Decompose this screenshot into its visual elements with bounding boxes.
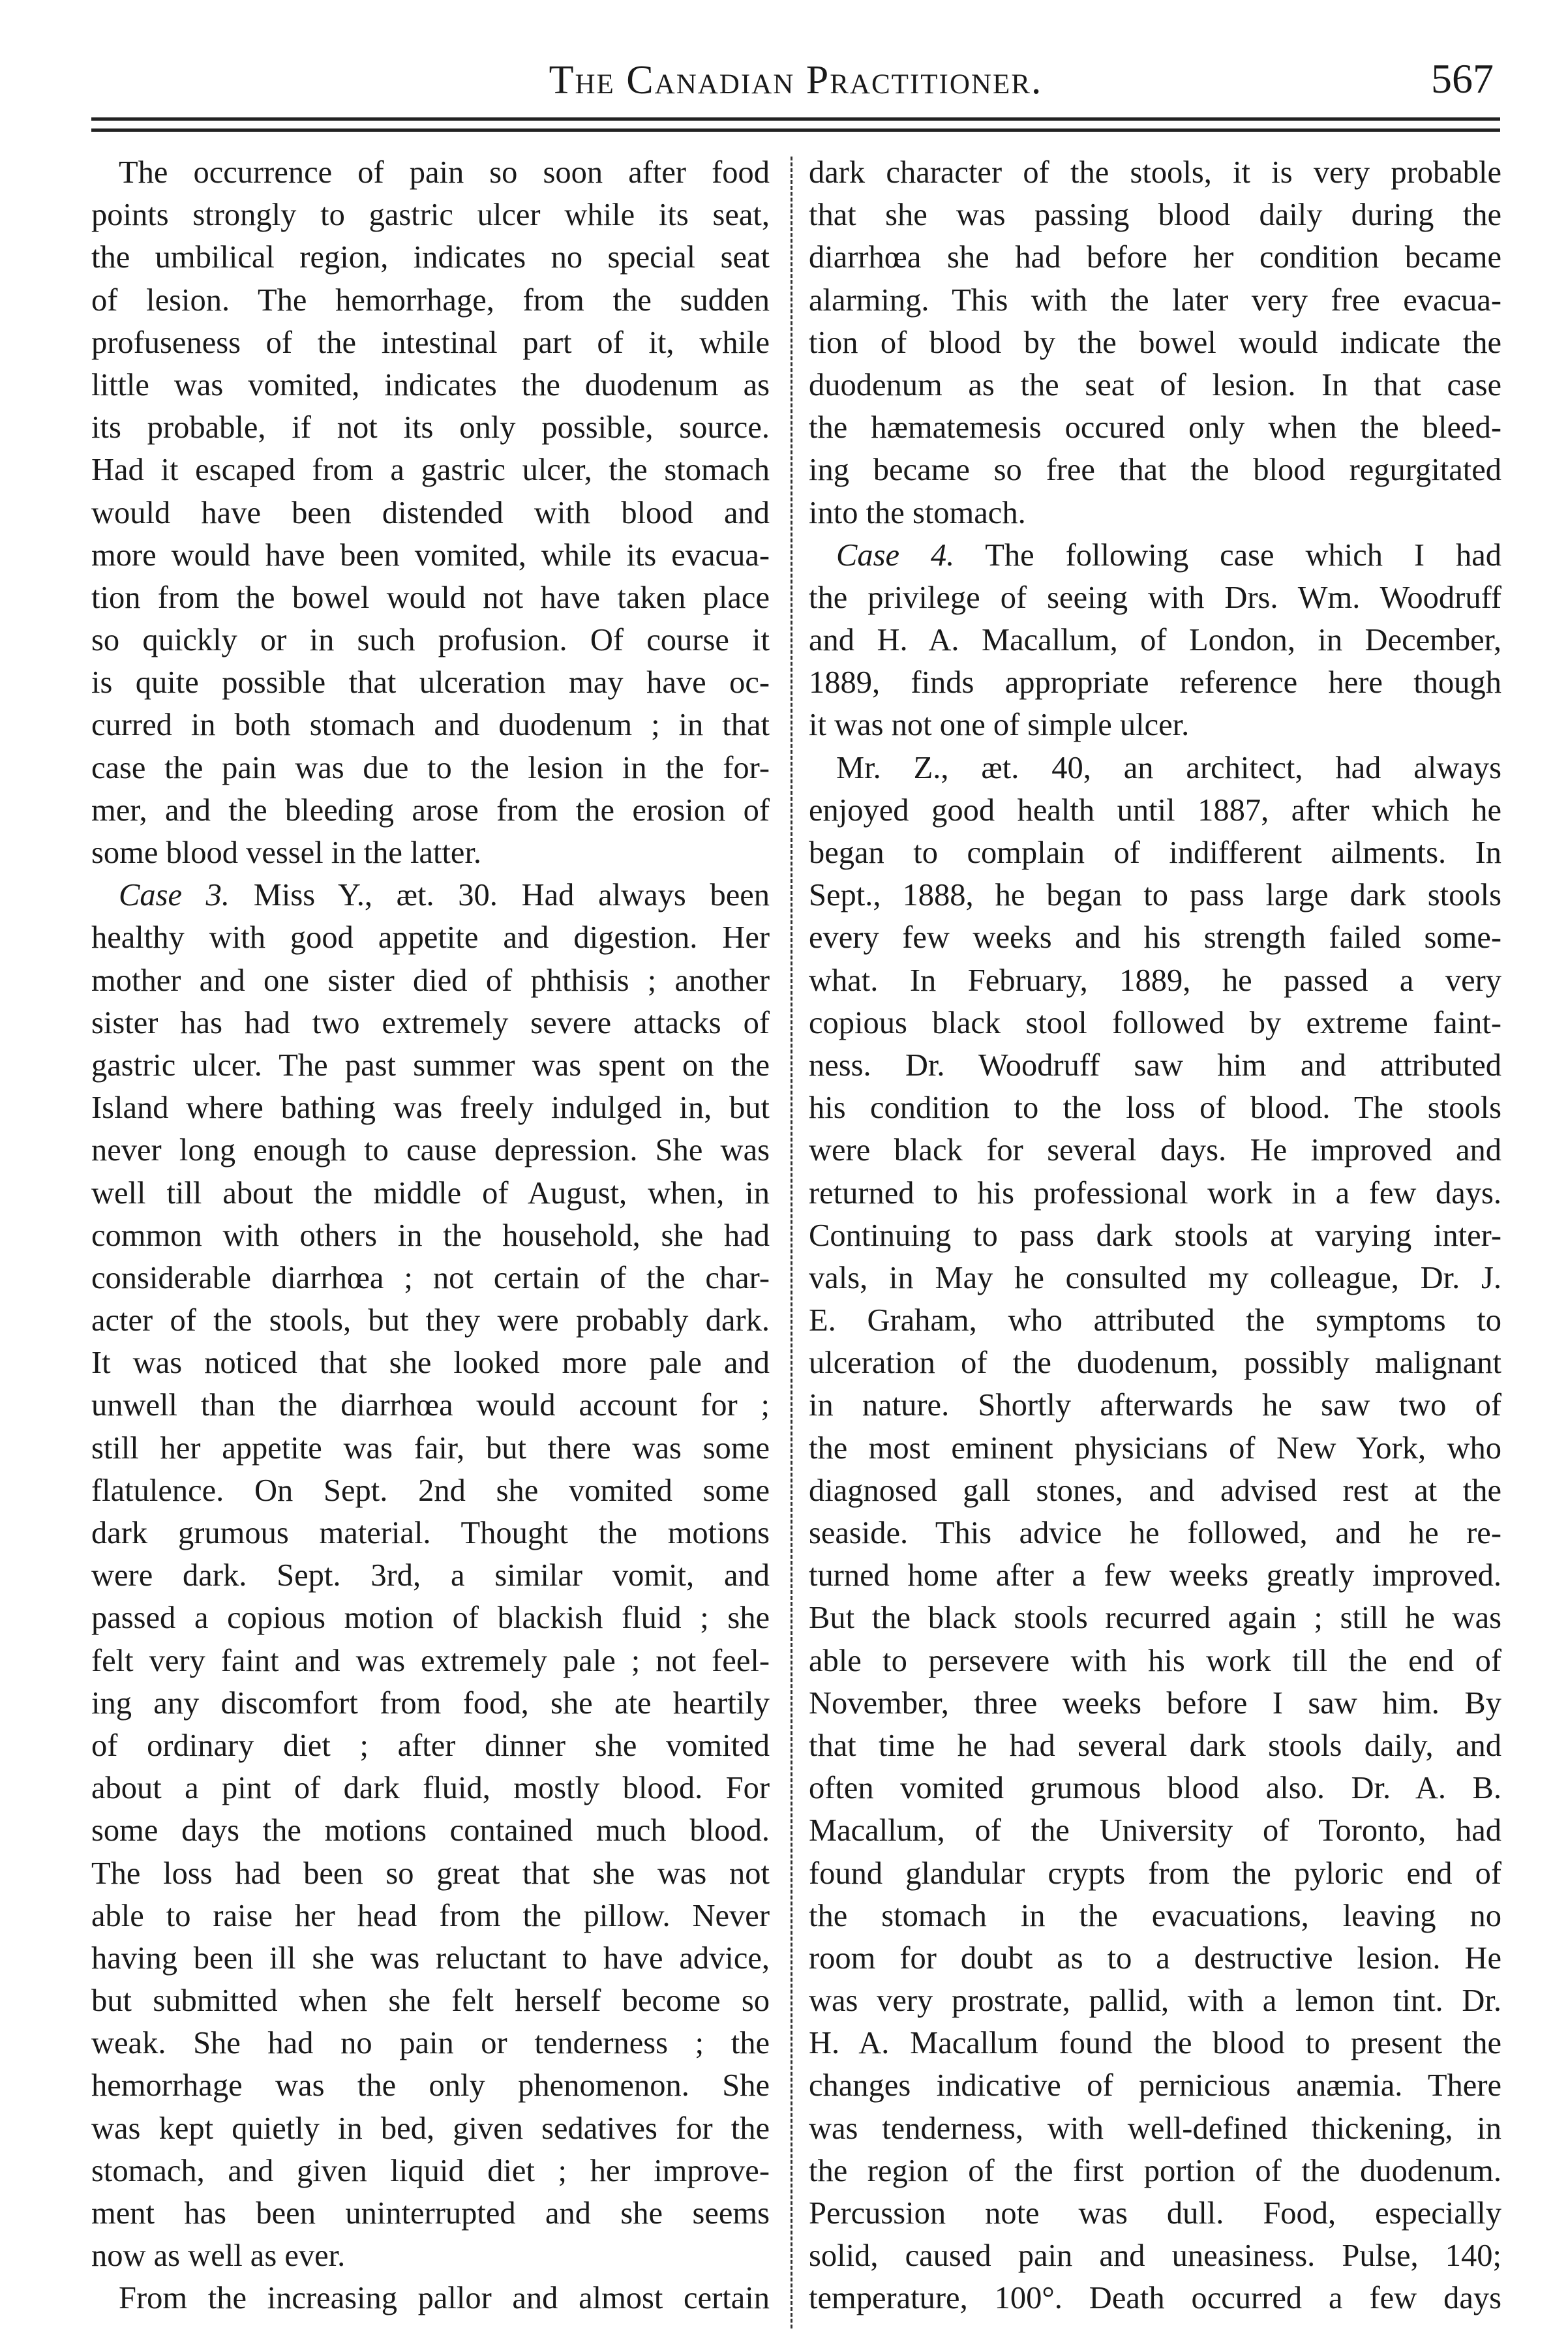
line-text: turned home after a few weeks greatly improved.	[809, 1558, 1501, 1593]
left-column	[91, 151, 770, 2320]
line-text: considerable diarrhœa ; not certain of the char-	[91, 1260, 770, 1295]
text-line	[809, 1682, 1501, 1725]
text-line	[91, 1172, 770, 1214]
line-text: The following case which I had	[954, 537, 1501, 573]
text-line	[809, 1299, 1501, 1342]
line-text: stomach, and given liquid diet ; her improve-	[91, 2153, 770, 2188]
line-text: were black for several days. He improved and	[809, 1133, 1501, 1168]
line-text: solid, caused pain and uneasiness. Pulse, 140;	[809, 2238, 1501, 2274]
line-text: more would have been vomited, while its evacua-	[91, 537, 770, 573]
text-line	[91, 2022, 770, 2064]
line-text: its probable, if not its only possible, source.	[91, 410, 770, 445]
line-text: that time he had several dark stools daily, and	[809, 1728, 1501, 1763]
line-text: little was vomited, indicates the duodenum as	[91, 367, 770, 402]
text-line	[809, 747, 1501, 789]
text-line	[91, 364, 770, 406]
text-line	[91, 1427, 770, 1469]
text-line	[91, 1257, 770, 1299]
line-text: temperature, 100°. Death occurred a few days	[809, 2281, 1501, 2316]
text-line	[91, 619, 770, 661]
line-text: some blood vessel in the latter.	[91, 836, 482, 870]
line-text: alarming. This with the later very free evacua-	[809, 282, 1501, 318]
text-line	[91, 1214, 770, 1257]
text-line	[91, 492, 770, 534]
line-text: The loss had been so great that she was not	[91, 1856, 770, 1891]
text-line	[809, 1044, 1501, 1087]
line-text: the umbilical region, indicates no special seat	[91, 240, 770, 275]
text-line	[91, 279, 770, 322]
line-text: dark character of the stools, it is very probable	[809, 155, 1501, 190]
line-text: sister has had two extremely severe attacks of	[91, 1005, 770, 1040]
text-line	[91, 1682, 770, 1725]
line-text: ing any discomfort from food, she ate heartily	[91, 1685, 770, 1721]
line-text: never long enough to cause depression. She was	[91, 1133, 770, 1168]
text-line	[91, 1384, 770, 1426]
case-heading: Case 4.	[836, 537, 955, 573]
text-line	[809, 1937, 1501, 1980]
line-text: Sept., 1888, he began to pass large dark stools	[809, 878, 1501, 913]
text-line	[91, 1002, 770, 1044]
line-text: From the increasing pallor and almost certain	[119, 2281, 770, 2316]
line-text: ment has been uninterrupted and she seems	[91, 2196, 770, 2231]
text-line	[91, 236, 770, 279]
text-line	[809, 1767, 1501, 1809]
text-line	[91, 1937, 770, 1980]
text-line	[91, 1044, 770, 1087]
line-text: was very prostrate, pallid, with a lemon tint. Dr.	[809, 1983, 1501, 2019]
line-text: seaside. This advice he followed, and he re-	[809, 1516, 1501, 1550]
text-line	[809, 1554, 1501, 1597]
text-line	[809, 577, 1501, 619]
text-line	[809, 874, 1501, 916]
text-line	[809, 534, 1501, 577]
line-text: felt very faint and was extremely pale ; not feel-	[91, 1643, 770, 1678]
header-rule-top	[91, 117, 1500, 121]
text-line	[91, 1512, 770, 1554]
text-line	[91, 406, 770, 449]
text-line	[809, 916, 1501, 959]
text-line	[809, 661, 1501, 704]
text-line	[809, 1129, 1501, 1171]
text-line	[809, 2064, 1501, 2107]
line-text: tion from the bowel would not have taken place	[91, 580, 770, 615]
case-heading: Case 3.	[119, 878, 230, 913]
text-line	[91, 151, 770, 194]
text-line	[809, 1469, 1501, 1512]
text-line	[91, 1895, 770, 1937]
line-text: healthy with good appetite and digestion. Her	[91, 920, 770, 956]
text-line	[809, 1809, 1501, 1852]
line-text: it was not one of simple ulcer.	[809, 708, 1190, 743]
line-text: found glandular crypts from the pyloric end of	[809, 1856, 1501, 1891]
text-line	[91, 2150, 770, 2192]
line-text: every few weeks and his strength failed some-	[809, 920, 1501, 956]
text-line	[91, 874, 770, 916]
header-rule-bottom	[91, 128, 1500, 132]
line-text: often vomited grumous blood also. Dr. A. B.	[809, 1771, 1501, 1806]
text-line	[809, 2107, 1501, 2150]
line-text: copious black stool followed by extreme faint-	[809, 1005, 1501, 1040]
text-line	[809, 2192, 1501, 2235]
text-line	[91, 1852, 770, 1895]
text-line	[91, 704, 770, 746]
line-text: H. A. Macallum found the blood to present the	[809, 2026, 1501, 2061]
text-line	[809, 449, 1501, 491]
text-line	[809, 1597, 1501, 1639]
text-line	[91, 2064, 770, 2107]
line-text: enjoyed good health until 1887, after which he	[809, 792, 1501, 828]
line-text: profuseness of the intestinal part of it, while	[91, 325, 770, 360]
line-text: is quite possible that ulceration may have oc-	[91, 665, 770, 700]
text-line	[809, 789, 1501, 832]
text-line	[91, 1554, 770, 1597]
line-text: began to complain of indifferent ailments. In	[809, 836, 1501, 870]
text-line	[809, 1640, 1501, 1682]
line-text: duodenum as the seat of lesion. In that case	[809, 367, 1501, 402]
text-line	[809, 1980, 1501, 2022]
line-text: was tenderness, with well-defined thickening, in	[809, 2111, 1501, 2146]
line-text: able to raise her head from the pillow. Never	[91, 1898, 770, 1933]
line-text: flatulence. On Sept. 2nd she vomited some	[91, 1473, 770, 1508]
line-text: Miss Y., æt. 30. Had always been	[230, 878, 770, 913]
text-line	[91, 2277, 770, 2319]
line-text: mother and one sister died of phthisis ; another	[91, 963, 770, 998]
text-line	[809, 2022, 1501, 2064]
line-text: the most eminent physicians of New York, who	[809, 1430, 1501, 1466]
line-text: E. Graham, who attributed the symptoms to	[809, 1303, 1501, 1338]
text-line	[809, 1895, 1501, 1937]
text-line	[809, 1257, 1501, 1299]
text-line	[809, 1002, 1501, 1044]
text-line	[91, 2192, 770, 2235]
text-line	[809, 2277, 1501, 2319]
line-text: November, three weeks before I saw him. By	[809, 1685, 1501, 1721]
text-line	[91, 322, 770, 364]
line-text: tion of blood by the bowel would indicate the	[809, 325, 1501, 360]
text-line	[91, 194, 770, 236]
text-line	[809, 1427, 1501, 1469]
line-text: so quickly or in such profusion. Of course it	[91, 623, 770, 658]
line-text: common with others in the household, she had	[91, 1218, 770, 1253]
text-line	[809, 1342, 1501, 1384]
text-line	[91, 2107, 770, 2150]
text-line	[809, 1852, 1501, 1895]
line-text: in nature. Shortly afterwards he saw two of	[809, 1388, 1501, 1423]
text-line	[91, 577, 770, 619]
line-text: But the black stools recurred again ; still he was	[809, 1601, 1501, 1636]
text-line	[91, 2235, 770, 2277]
line-text: hemorrhage was the only phenomenon. She	[91, 2068, 770, 2103]
line-text: Mr. Z., æt. 40, an architect, had always	[836, 750, 1501, 785]
text-line	[91, 747, 770, 789]
line-text: the stomach in the evacuations, leaving no	[809, 1898, 1501, 1933]
line-text: ness. Dr. Woodruff saw him and attributed	[809, 1047, 1501, 1083]
line-text: curred in both stomach and duodenum ; in that	[91, 708, 770, 743]
line-text: diagnosed gall stones, and advised rest at the	[809, 1473, 1501, 1508]
line-text: the privilege of seeing with Drs. Wm. Woodruff	[809, 580, 1501, 615]
line-text: The occurrence of pain so soon after food	[119, 155, 770, 190]
text-line	[91, 832, 770, 874]
text-line	[809, 236, 1501, 279]
journal-title: The Canadian Practitioner.	[549, 58, 1043, 102]
line-text: of ordinary diet ; after dinner she vomited	[91, 1728, 770, 1763]
text-line	[91, 1640, 770, 1682]
line-text: weak. She had no pain or tenderness ; the	[91, 2026, 770, 2061]
line-text: about a pint of dark fluid, mostly blood. For	[91, 1771, 770, 1806]
text-line	[809, 959, 1501, 1002]
line-text: It was noticed that she looked more pale and	[91, 1346, 770, 1381]
line-text: was kept quietly in bed, given sedatives for the	[91, 2111, 770, 2146]
line-text: still her appetite was fair, but there was some	[91, 1430, 770, 1466]
text-line	[809, 492, 1501, 534]
line-text: Island where bathing was freely indulged in, but	[91, 1091, 770, 1126]
text-line	[809, 832, 1501, 874]
line-text: well till about the middle of August, when, in	[91, 1175, 770, 1211]
text-line	[809, 2150, 1501, 2192]
line-text: but submitted when she felt herself become so	[91, 1983, 770, 2019]
line-text: some days the motions contained much blood.	[91, 1813, 770, 1848]
line-text: acter of the stools, but they were probably dark.	[91, 1303, 770, 1338]
text-line	[809, 322, 1501, 364]
text-line	[91, 1342, 770, 1384]
line-text: unwell than the diarrhœa would account for ;	[91, 1388, 770, 1423]
line-text: now as well as ever.	[91, 2238, 346, 2274]
line-text: Percussion note was dull. Food, especially	[809, 2196, 1501, 2231]
line-text: the hæmatemesis occured only when the bleed-	[809, 410, 1501, 445]
line-text: of lesion. The hemorrhage, from the sudden	[91, 282, 770, 318]
line-text: ing became so free that the blood regurgitated	[809, 453, 1501, 488]
line-text: that she was passing blood daily during the	[809, 198, 1501, 233]
text-line	[809, 619, 1501, 661]
text-line	[809, 279, 1501, 322]
text-line	[91, 1129, 770, 1171]
line-text: returned to his professional work in a few days.	[809, 1175, 1501, 1211]
line-text: passed a copious motion of blackish fluid ; she	[91, 1601, 770, 1636]
line-text: vals, in May he consulted my colleague, Dr. J.	[809, 1260, 1501, 1295]
text-line	[91, 1469, 770, 1512]
line-text: dark grumous material. Thought the motions	[91, 1516, 770, 1550]
text-line	[91, 1597, 770, 1639]
text-line	[809, 406, 1501, 449]
text-line	[809, 364, 1501, 406]
text-line	[809, 194, 1501, 236]
text-line	[91, 1809, 770, 1852]
line-text: the region of the first portion of the duodenum.	[809, 2153, 1501, 2188]
line-text: gastric ulcer. The past summer was spent on the	[91, 1047, 770, 1083]
text-line	[91, 661, 770, 704]
text-line	[91, 1725, 770, 1767]
text-line	[91, 449, 770, 491]
line-text: were dark. Sept. 3rd, a similar vomit, and	[91, 1558, 770, 1593]
line-text: Macallum, of the University of Toronto, had	[809, 1813, 1501, 1848]
line-text: points strongly to gastric ulcer while its seat,	[91, 198, 770, 233]
text-line	[809, 151, 1501, 194]
column-divider	[791, 157, 792, 2328]
line-text: Continuing to pass dark stools at varying inter-	[809, 1218, 1501, 1253]
text-line	[809, 704, 1501, 746]
line-text: into the stomach.	[809, 495, 1026, 530]
line-text: changes indicative of pernicious anæmia. There	[809, 2068, 1501, 2103]
text-line	[809, 1087, 1501, 1129]
line-text: Had it escaped from a gastric ulcer, the stomach	[91, 453, 770, 488]
text-line	[91, 1087, 770, 1129]
line-text: case the pain was due to the lesion in the for-	[91, 750, 770, 785]
line-text: mer, and the bleeding arose from the erosion of	[91, 792, 770, 828]
line-text: would have been distended with blood and	[91, 495, 770, 530]
right-column	[809, 151, 1501, 2320]
line-text: having been ill she was reluctant to have advice,	[91, 1940, 770, 1976]
line-text: what. In February, 1889, he passed a very	[809, 963, 1501, 998]
text-line	[809, 1512, 1501, 1554]
text-line	[91, 1299, 770, 1342]
line-text: room for doubt as to a destructive lesion. He	[809, 1940, 1501, 1976]
line-text: his condition to the loss of blood. The stools	[809, 1091, 1501, 1126]
running-header	[91, 57, 1500, 110]
text-line	[809, 1172, 1501, 1214]
text-line	[809, 2235, 1501, 2277]
text-line	[91, 959, 770, 1002]
line-text: and H. A. Macallum, of London, in December,	[809, 623, 1501, 658]
text-line	[91, 534, 770, 577]
text-line	[91, 1767, 770, 1809]
text-line	[91, 789, 770, 832]
text-line	[91, 916, 770, 959]
text-line	[809, 1214, 1501, 1257]
line-text: ulceration of the duodenum, possibly malignant	[809, 1346, 1501, 1381]
line-text: able to persevere with his work till the end of	[809, 1643, 1501, 1678]
text-line	[809, 1384, 1501, 1426]
line-text: diarrhœa she had before her condition became	[809, 240, 1501, 275]
text-line	[91, 1980, 770, 2022]
page-number: 567	[1431, 55, 1494, 102]
line-text: 1889, finds appropriate reference here though	[809, 665, 1501, 700]
text-line	[809, 1725, 1501, 1767]
